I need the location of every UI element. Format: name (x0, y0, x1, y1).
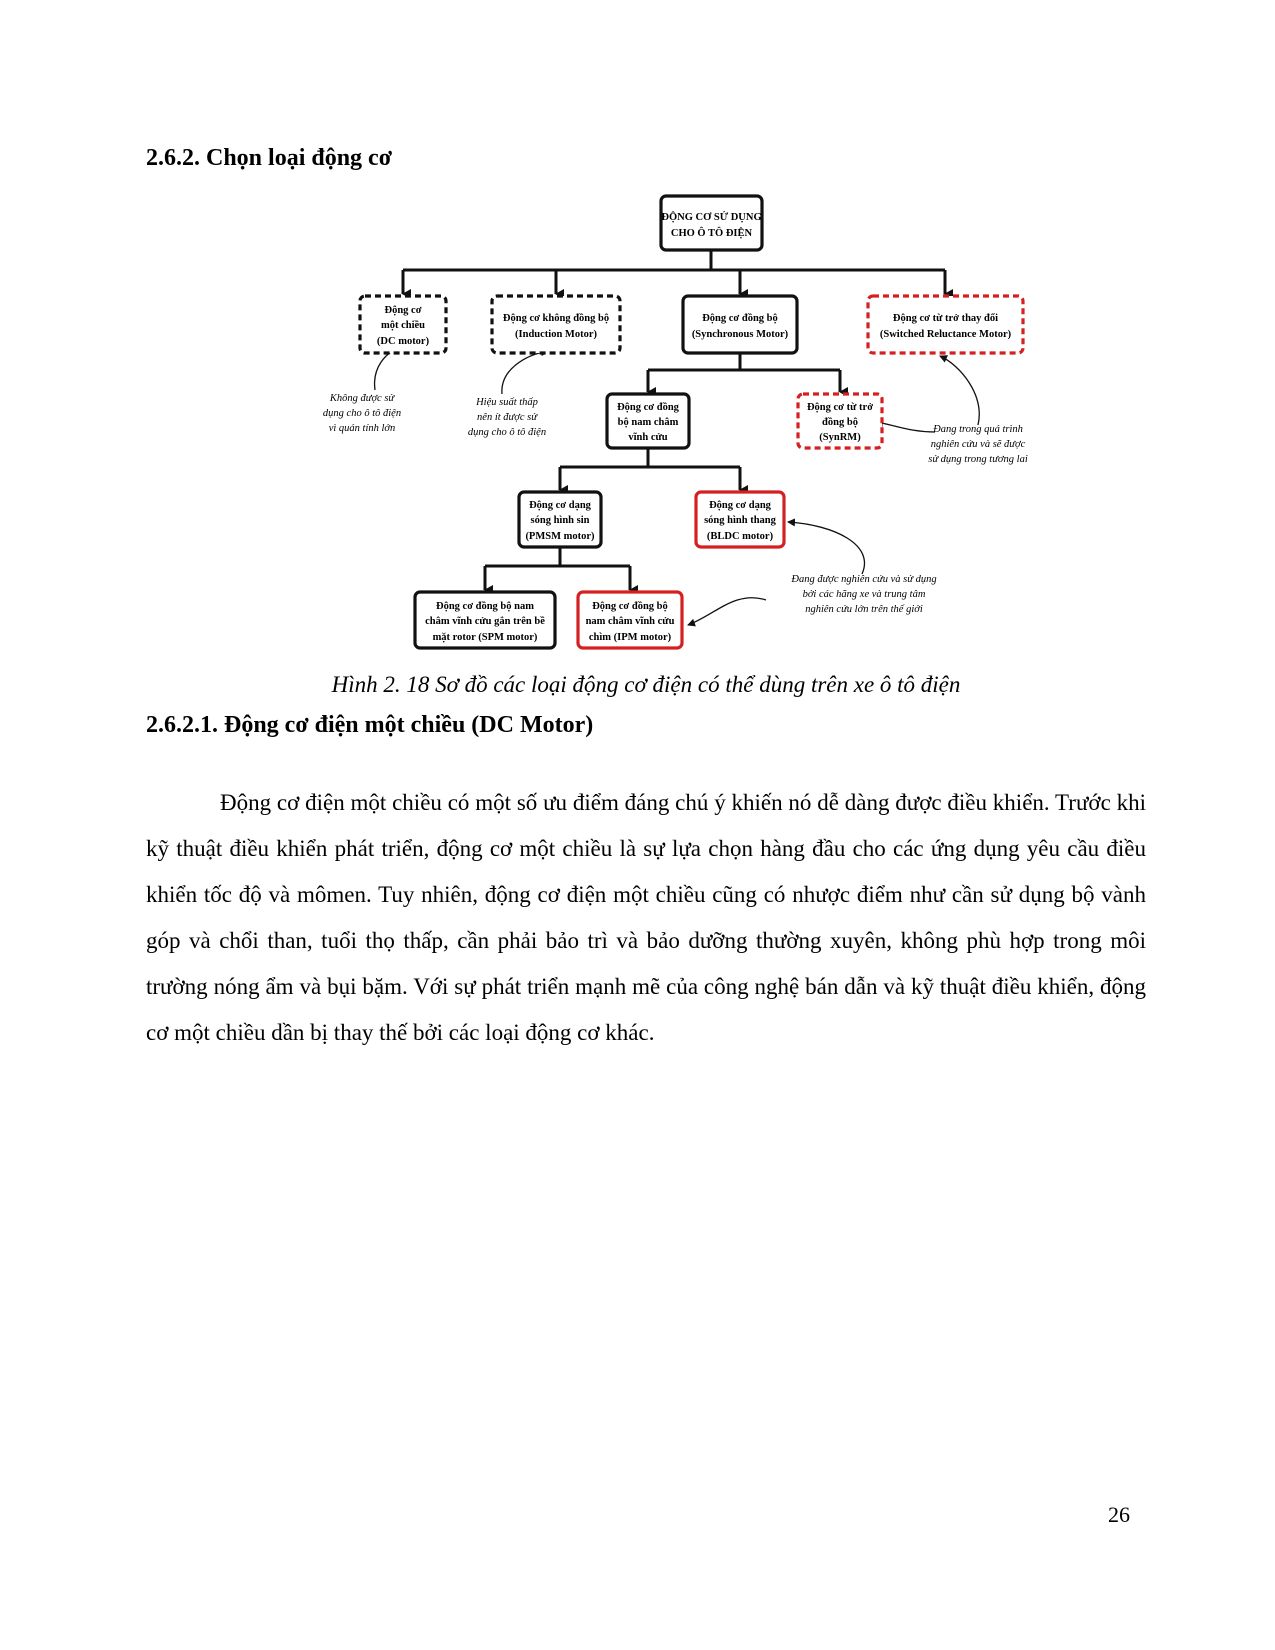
svg-text:bộ nam châm: bộ nam châm (617, 417, 679, 428)
svg-text:Động cơ đồng: Động cơ đồng (617, 402, 679, 413)
svg-text:nam châm vĩnh cửu: nam châm vĩnh cửu (585, 616, 675, 627)
node-bldc (696, 492, 784, 547)
figure-caption: Hình 2. 18 Sơ đồ các loại động cơ điện có thể dùng trên xe ô tô điện (331, 672, 961, 697)
svg-text:Động cơ từ trở: Động cơ từ trở (806, 402, 874, 413)
svg-text:sóng hình thang: sóng hình thang (704, 515, 776, 526)
node-synrm (798, 394, 882, 448)
svg-text:ĐỘNG CƠ SỬ DỤNG: ĐỘNG CƠ SỬ DỤNG (661, 212, 762, 223)
page-number: 26 (1108, 1502, 1130, 1527)
svg-text:đồng bộ: đồng bộ (822, 417, 858, 428)
svg-text:dụng cho ô tô điện: dụng cho ô tô điện (322, 408, 402, 419)
svg-text:vĩnh cửu: vĩnh cửu (628, 432, 668, 443)
svg-text:Động cơ đồng bộ: Động cơ đồng bộ (592, 601, 668, 612)
svg-text:nên ít được sử: nên ít được sử (477, 412, 537, 423)
note-srm (928, 424, 1028, 465)
svg-text:châm vĩnh cửu gắn trên bề: châm vĩnh cửu gắn trên bề (425, 616, 545, 627)
svg-text:bởi các hãng xe và trung tâm: bởi các hãng xe và trung tâm (802, 589, 926, 600)
svg-text:(Switched Reluctance Motor): (Switched Reluctance Motor) (879, 329, 1012, 340)
svg-text:Không được sử: Không được sử (329, 393, 395, 404)
svg-text:Động cơ đồng bộ nam: Động cơ đồng bộ nam (435, 601, 535, 612)
svg-text:vì quán tính lớn: vì quán tính lớn (328, 423, 396, 434)
subsection-title: 2.6.2.1. Động cơ điện một chiều (DC Motor) (146, 712, 594, 738)
svg-text:sử dụng trong tương lai: sử dụng trong tương lai (928, 454, 1028, 465)
node-switched-reluctance-motor (868, 296, 1023, 353)
svg-text:chìm (IPM motor): chìm (IPM motor) (588, 632, 672, 643)
node-root (661, 196, 762, 250)
svg-text:sóng hình sin: sóng hình sin (530, 515, 590, 526)
svg-text:nghiên cứu và sẽ được: nghiên cứu và sẽ được (930, 439, 1026, 450)
svg-text:Động cơ dạng: Động cơ dạng (529, 500, 591, 511)
svg-text:Động cơ dạng: Động cơ dạng (709, 500, 771, 511)
node-pmsm (519, 492, 601, 547)
node-dc-motor (360, 296, 446, 353)
svg-text:Động cơ không đồng bộ: Động cơ không đồng bộ (502, 313, 610, 324)
svg-text:Đang trong quá trình: Đang trong quá trình (933, 424, 1023, 435)
svg-text:CHO Ô TÔ ĐIỆN: CHO Ô TÔ ĐIỆN (670, 228, 753, 239)
node-induction-motor (492, 296, 620, 353)
svg-text:dụng cho ô tô điện: dụng cho ô tô điện (467, 427, 547, 438)
node-ipm (578, 592, 682, 648)
svg-text:nghiên cứu lớn trên thế giới: nghiên cứu lớn trên thế giới (805, 604, 923, 615)
note-induction (468, 397, 546, 438)
node-synchronous-motor (683, 296, 797, 353)
svg-text:Động cơ đồng bộ: Động cơ đồng bộ (702, 313, 778, 324)
svg-text:Động cơ từ trở thay đổi: Động cơ từ trở thay đổi (892, 313, 999, 324)
svg-text:một chiều: một chiều (380, 320, 426, 331)
section-title: 2.6.2. Chọn loại động cơ (146, 145, 392, 171)
note-dc (323, 393, 401, 434)
node-permanent-magnet-sync (607, 394, 689, 448)
svg-text:(DC motor): (DC motor) (376, 336, 430, 347)
svg-text:Động cơ: Động cơ (384, 305, 422, 316)
svg-text:Hiệu suất thấp: Hiệu suất thấp (476, 397, 538, 408)
svg-text:(BLDC motor): (BLDC motor) (706, 531, 774, 542)
svg-text:(SynRM): (SynRM) (819, 432, 861, 443)
body-paragraph: Động cơ điện một chiều có một số ưu điểm đáng chú ý khiến nó dễ dàng được điều khiển. Trước khi kỹ thuật điều khiển phát triển, động cơ một chiều là sự lựa chọn hàng đầu cho các ứng dụng yêu cầu điều khiển tốc độ và mômen. Tuy nhiên, động cơ điện một chiều cũng có nhược điểm như cần sử dụng bộ vành góp và chổi than, tuổi thọ thấp, cần phải bảo trì và bảo dưỡng thường xuyên, không phù hợp trong môi trường nóng ẩm và bụi bặm. Với sự phát triển mạnh mẽ của công nghệ bán dẫn và kỹ thuật điều khiển, động cơ một chiều dần bị thay thế bởi các loại động cơ khác. (146, 790, 1146, 1045)
svg-text:(PMSM motor): (PMSM motor) (525, 531, 595, 542)
motor-types-diagram (0, 0, 1275, 660)
node-spm (415, 592, 555, 648)
svg-text:mặt rotor (SPM motor): mặt rotor (SPM motor) (432, 632, 538, 643)
svg-text:(Induction Motor): (Induction Motor) (515, 329, 597, 340)
note-bldc (790, 574, 936, 615)
svg-text:(Synchronous Motor): (Synchronous Motor) (691, 329, 789, 340)
svg-text:Đang được nghiên cứu và sử dụn: Đang được nghiên cứu và sử dụng (791, 574, 937, 585)
